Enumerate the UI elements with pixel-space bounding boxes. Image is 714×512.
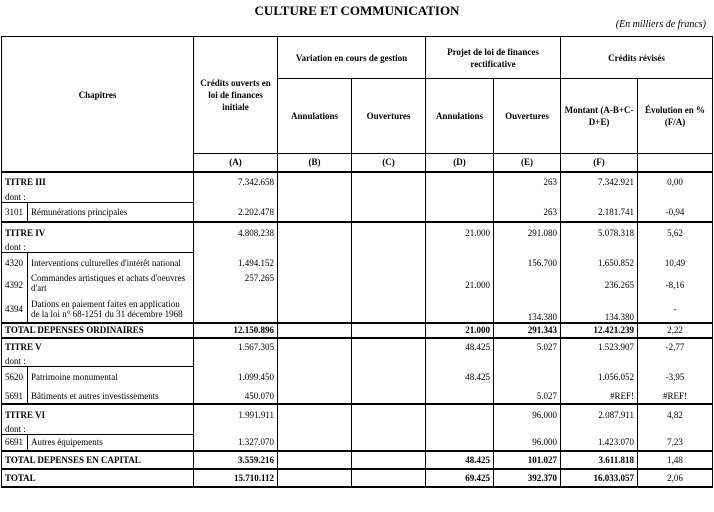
table-row bbox=[2, 366, 713, 388]
budget-table bbox=[1, 36, 713, 488]
row-label: Patrimoine monumental bbox=[28, 366, 194, 388]
cell-g: -0,94 bbox=[638, 202, 713, 222]
row-code: 4392 bbox=[2, 273, 28, 297]
table-row bbox=[2, 273, 713, 297]
dont-label: dont : bbox=[2, 424, 194, 435]
row-code: 4320 bbox=[2, 253, 28, 273]
cell-f: 134.380 bbox=[561, 297, 638, 323]
row-label: TITRE V bbox=[2, 338, 194, 356]
table-row bbox=[2, 297, 713, 323]
row-code: 5691 bbox=[2, 388, 28, 404]
cell-a: 1.567.305 bbox=[194, 338, 278, 356]
cell-e: 96.000 bbox=[494, 404, 561, 424]
row-label: Rémunérations principales bbox=[28, 202, 194, 222]
table-row bbox=[2, 222, 713, 242]
table-row bbox=[2, 469, 713, 487]
cell-e: 263 bbox=[494, 202, 561, 222]
table-row bbox=[2, 338, 713, 356]
cell-g: 0,00 bbox=[638, 172, 713, 192]
header-montant: Montant (A-B+C-D+E) bbox=[561, 79, 638, 154]
cell-d: 69.425 bbox=[426, 469, 494, 487]
table-row bbox=[2, 202, 713, 222]
cell-g: -2,77 bbox=[638, 338, 713, 356]
cell-a: 2.202.478 bbox=[194, 202, 278, 222]
row-label: Bâtiments et autres investissements bbox=[28, 388, 194, 404]
cell-e: 291.080 bbox=[494, 222, 561, 242]
cell-e: 5.027 bbox=[494, 388, 561, 404]
header-ouvertures-c: Ouvertures bbox=[352, 79, 426, 154]
header-annulations-b: Annulations bbox=[278, 79, 352, 154]
cell-f: 7.342.921 bbox=[561, 172, 638, 192]
cell-g: 7,23 bbox=[638, 435, 713, 451]
cell-g: 10,49 bbox=[638, 253, 713, 273]
cell-a: 1.327.070 bbox=[194, 435, 278, 451]
row-label: Dations en paiement faites en application de la loi n° 68-1251 du 31 décembre 1968 bbox=[28, 297, 194, 323]
cell-g: 2,22 bbox=[638, 323, 713, 338]
cell-d: 21.000 bbox=[426, 222, 494, 242]
unit-note: (En milliers de francs) bbox=[615, 19, 706, 30]
table-row bbox=[2, 435, 713, 451]
cell-g: 1,48 bbox=[638, 451, 713, 469]
row-label: TITRE VI bbox=[2, 404, 194, 424]
cell-a: 257.265 bbox=[194, 273, 278, 297]
letter-f: (F) bbox=[561, 154, 638, 172]
dont-label: dont : bbox=[2, 192, 194, 203]
header-evolution: Évolution en % (F/A) bbox=[638, 79, 713, 154]
cell-f: 16.033.057 bbox=[561, 469, 638, 487]
cell-g: #REF! bbox=[638, 388, 713, 404]
table-row bbox=[2, 404, 713, 424]
table-row bbox=[2, 451, 713, 469]
cell-a: 1.099.450 bbox=[194, 366, 278, 388]
letter-a: (A) bbox=[194, 154, 278, 172]
header-chapitres: Chapitres bbox=[2, 37, 194, 154]
cell-g: - bbox=[638, 297, 713, 323]
cell-a: 7.342.658 bbox=[194, 172, 278, 192]
cell-g: -3,95 bbox=[638, 366, 713, 388]
cell-f: 1.523.907 bbox=[561, 338, 638, 356]
cell-d: 48.425 bbox=[426, 338, 494, 356]
cell-f: 1.056.052 bbox=[561, 366, 638, 388]
cell-e: 156.700 bbox=[494, 253, 561, 273]
table-row bbox=[2, 323, 713, 338]
cell-a: 4.808.238 bbox=[194, 222, 278, 242]
row-code: 3101 bbox=[2, 202, 28, 222]
cell-d: 48.425 bbox=[426, 451, 494, 469]
cell-g: 2,06 bbox=[638, 469, 713, 487]
cell-f: 2.181.741 bbox=[561, 202, 638, 222]
cell-d: 48.425 bbox=[426, 366, 494, 388]
row-label: TITRE III bbox=[2, 172, 194, 192]
cell-f: 2.087.911 bbox=[561, 404, 638, 424]
cell-f: 12.421.239 bbox=[561, 323, 638, 338]
letter-e: (E) bbox=[494, 154, 561, 172]
cell-a: 1.991.911 bbox=[194, 404, 278, 424]
cell-e: 134.380 bbox=[494, 297, 561, 323]
page-title: CULTURE ET COMMUNICATION bbox=[254, 3, 460, 18]
cell-a: 12.150.896 bbox=[194, 323, 278, 338]
row-label: Commandes artistiques et achats d'oeuvres d'art bbox=[28, 273, 194, 297]
table-row bbox=[2, 172, 713, 192]
cell-e: 263 bbox=[494, 172, 561, 192]
letter-c: (C) bbox=[352, 154, 426, 172]
header-credits-ouverts: Crédits ouverts en loi de finances initiale bbox=[194, 37, 278, 154]
cell-f: 1.650.852 bbox=[561, 253, 638, 273]
cell-e: 5.027 bbox=[494, 338, 561, 356]
cell-f: 236.265 bbox=[561, 273, 638, 297]
cell-g: 4,82 bbox=[638, 404, 713, 424]
letter-b: (B) bbox=[278, 154, 352, 172]
cell-e: 291.343 bbox=[494, 323, 561, 338]
row-label: TOTAL DEPENSES EN CAPITAL bbox=[2, 451, 194, 469]
cell-e: 101.027 bbox=[494, 451, 561, 469]
cell-g: 5,62 bbox=[638, 222, 713, 242]
dont-label: dont : bbox=[2, 356, 194, 367]
row-code: 5620 bbox=[2, 366, 28, 388]
cell-a: 450.070 bbox=[194, 388, 278, 404]
cell-d: 21.000 bbox=[426, 273, 494, 297]
row-label: Interventions culturelles d'intérêt national bbox=[28, 253, 194, 273]
cell-g: -8,16 bbox=[638, 273, 713, 297]
cell-a: 15.710.112 bbox=[194, 469, 278, 487]
cell-a: 1.494.152 bbox=[194, 253, 278, 273]
header-ouvertures-e: Ouvertures bbox=[494, 79, 561, 154]
cell-a: 3.559.216 bbox=[194, 451, 278, 469]
header-variation-gestion: Variation en cours de gestion bbox=[278, 37, 426, 79]
row-label: TITRE IV bbox=[2, 222, 194, 242]
cell-e: 392.370 bbox=[494, 469, 561, 487]
table-row bbox=[2, 253, 713, 273]
header-credits-revises: Crédits révisés bbox=[561, 37, 713, 79]
dont-label: dont : bbox=[2, 242, 194, 253]
letter-d: (D) bbox=[426, 154, 494, 172]
row-code: 6691 bbox=[2, 435, 28, 451]
row-label: TOTAL bbox=[2, 469, 194, 487]
cell-f: #REF! bbox=[561, 388, 638, 404]
row-label: Autres équipements bbox=[28, 435, 194, 451]
header-plfr: Projet de loi de finances rectificative bbox=[426, 37, 561, 79]
row-code: 4394 bbox=[2, 297, 28, 323]
cell-f: 3.611.818 bbox=[561, 451, 638, 469]
table-row bbox=[2, 388, 713, 404]
row-label: TOTAL DEPENSES ORDINAIRES bbox=[2, 323, 194, 338]
cell-f: 1.423.070 bbox=[561, 435, 638, 451]
cell-d: 21.000 bbox=[426, 323, 494, 338]
header-annulations-d: Annulations bbox=[426, 79, 494, 154]
cell-e: 96.000 bbox=[494, 435, 561, 451]
cell-f: 5.078.318 bbox=[561, 222, 638, 242]
